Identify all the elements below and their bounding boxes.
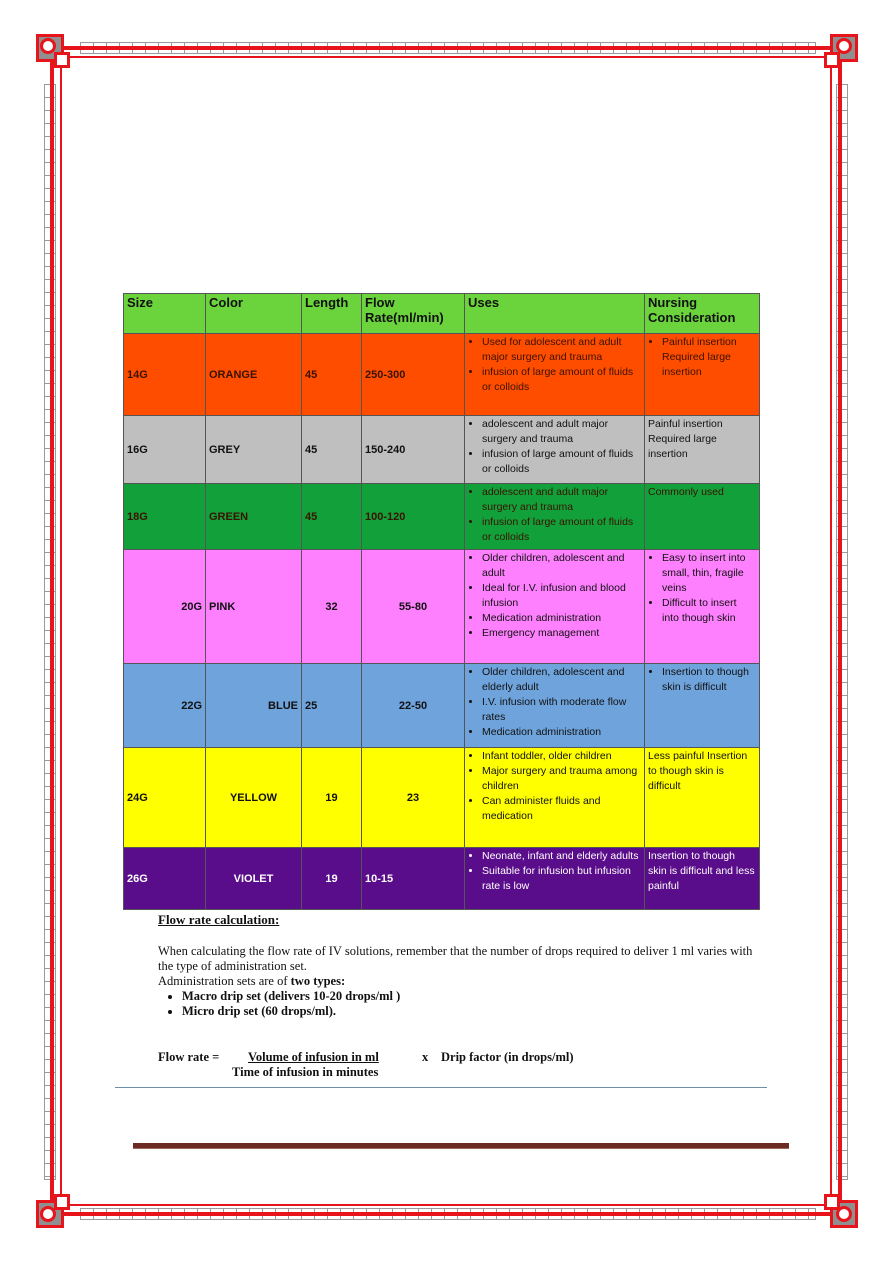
list-item: • Painful insertion Required large insertion bbox=[662, 335, 756, 380]
section-heading: Flow rate calculation: bbox=[158, 912, 280, 927]
cell-uses bbox=[465, 416, 645, 484]
list-item: • Emergency management bbox=[482, 626, 641, 641]
cell-uses bbox=[465, 748, 645, 848]
list-item: • Ideal for I.V. infusion and blood infusion bbox=[482, 581, 641, 611]
cell-color: YELLOW bbox=[206, 748, 302, 848]
cell-nursing-consideration bbox=[645, 334, 760, 416]
corner-ornament-top-right bbox=[818, 34, 858, 74]
cell-nursing-consideration bbox=[645, 416, 760, 484]
formula-drip-factor: Drip factor (in drops/ml) bbox=[441, 1050, 574, 1064]
list-item: • infusion of large amount of fluids or colloids bbox=[482, 447, 641, 477]
cell-flow-rate: 10-15 bbox=[362, 848, 465, 910]
cell-size: 16G bbox=[124, 416, 206, 484]
cell-color: PINK bbox=[206, 550, 302, 664]
cell-uses bbox=[465, 550, 645, 664]
header-size: Size bbox=[124, 294, 206, 334]
table-row bbox=[124, 484, 760, 550]
list-item: • adolescent and adult major surgery and trauma bbox=[482, 417, 641, 447]
cell-flow-rate: 23 bbox=[362, 748, 465, 848]
cell-nursing-consideration bbox=[645, 550, 760, 664]
table-row bbox=[124, 416, 760, 484]
cell-nursing-consideration bbox=[645, 848, 760, 910]
nursing-text: Commonly used bbox=[648, 486, 724, 498]
cell-nursing-consideration bbox=[645, 664, 760, 748]
cell-length: 45 bbox=[302, 416, 362, 484]
table-row bbox=[124, 848, 760, 910]
header-uses: Uses bbox=[465, 294, 645, 334]
nursing-text: Insertion to though skin is difficult and less painful bbox=[648, 850, 755, 892]
list-item: • infusion of large amount of fluids or colloids bbox=[482, 365, 641, 395]
cell-length: 32 bbox=[302, 550, 362, 664]
list-item: • Can administer fluids and medication bbox=[482, 794, 641, 824]
nursing-text: Less painful Insertion to though skin is difficult bbox=[648, 750, 748, 792]
corner-ornament-bottom-right bbox=[818, 1188, 858, 1228]
list-item: • Medication administration bbox=[482, 725, 641, 740]
admin-sets-bold: two types: bbox=[290, 974, 346, 988]
list-item: • Older children, adolescent and elderly adult bbox=[482, 665, 641, 695]
cell-color: ORANGE bbox=[206, 334, 302, 416]
divider-thin bbox=[115, 1087, 767, 1088]
list-item: • Difficult to insert into though skin bbox=[662, 596, 756, 626]
formula-numerator: Volume of infusion in ml bbox=[248, 1050, 379, 1064]
cell-size: 26G bbox=[124, 848, 206, 910]
nursing-list bbox=[648, 551, 756, 626]
formula-label: Flow rate = bbox=[158, 1050, 220, 1064]
cell-length: 19 bbox=[302, 748, 362, 848]
header-color: Color bbox=[206, 294, 302, 334]
list-item: • Insertion to though skin is difficult bbox=[662, 665, 756, 695]
table-row bbox=[124, 334, 760, 416]
admin-set-types-list bbox=[158, 989, 758, 1019]
nursing-list bbox=[648, 335, 756, 380]
corner-ornament-top-left bbox=[36, 34, 76, 74]
list-item: • Easy to insert into small, thin, fragile veins bbox=[662, 551, 756, 596]
list-item: • Used for adolescent and adult major surgery and trauma bbox=[482, 335, 641, 365]
corner-ornament-bottom-left bbox=[36, 1188, 76, 1228]
cell-flow-rate: 100-120 bbox=[362, 484, 465, 550]
header-flow-rate: Flow Rate(ml/min) bbox=[362, 294, 465, 334]
uses-list bbox=[468, 849, 641, 894]
list-item: • Suitable for infusion but infusion rate is low bbox=[482, 864, 641, 894]
cell-size: 18G bbox=[124, 484, 206, 550]
admin-sets-paragraph bbox=[158, 974, 758, 989]
cell-flow-rate: 55-80 bbox=[362, 550, 465, 664]
list-item: • Infant toddler, older children bbox=[482, 749, 641, 764]
table-header-row bbox=[124, 294, 760, 334]
list-item: • Major surgery and trauma among children bbox=[482, 764, 641, 794]
list-item: • Micro drip set (60 drops/ml). bbox=[182, 1004, 758, 1019]
cell-length: 45 bbox=[302, 484, 362, 550]
cell-flow-rate: 250-300 bbox=[362, 334, 465, 416]
header-length: Length bbox=[302, 294, 362, 334]
cell-color: GREEN bbox=[206, 484, 302, 550]
footer-rule bbox=[133, 1143, 789, 1149]
nursing-text: Painful insertion Required large insertion bbox=[648, 418, 723, 460]
uses-list bbox=[468, 417, 641, 477]
cell-size: 14G bbox=[124, 334, 206, 416]
formula-denominator: Time of infusion in minutes bbox=[232, 1065, 379, 1079]
cell-nursing-consideration bbox=[645, 484, 760, 550]
cell-uses bbox=[465, 848, 645, 910]
explanation-paragraph: When calculating the flow rate of IV solutions, remember that the number of drops required to deliver 1 ml varies with the type of administration set. bbox=[158, 944, 753, 973]
cell-color: BLUE bbox=[206, 664, 302, 748]
uses-list bbox=[468, 485, 641, 545]
cell-length: 19 bbox=[302, 848, 362, 910]
list-item: • adolescent and adult major surgery and trauma bbox=[482, 485, 641, 515]
cell-uses bbox=[465, 334, 645, 416]
list-item: • Neonate, infant and elderly adults bbox=[482, 849, 641, 864]
header-nursing-consideration: Nursing Consideration bbox=[645, 294, 760, 334]
admin-sets-text: Administration sets are of bbox=[158, 974, 291, 988]
cell-flow-rate: 150-240 bbox=[362, 416, 465, 484]
cell-size: 22G bbox=[124, 664, 206, 748]
cell-length: 45 bbox=[302, 334, 362, 416]
flow-rate-section bbox=[158, 912, 758, 1019]
cell-size: 20G bbox=[124, 550, 206, 664]
cell-size: 24G bbox=[124, 748, 206, 848]
cell-uses bbox=[465, 664, 645, 748]
list-item: • Macro drip set (delivers 10-20 drops/ml ) bbox=[182, 989, 758, 1004]
cell-color: GREY bbox=[206, 416, 302, 484]
cell-flow-rate: 22-50 bbox=[362, 664, 465, 748]
uses-list bbox=[468, 335, 641, 395]
uses-list bbox=[468, 551, 641, 641]
cell-color: VIOLET bbox=[206, 848, 302, 910]
table-row bbox=[124, 664, 760, 748]
table-row bbox=[124, 550, 760, 664]
list-item: • I.V. infusion with moderate flow rates bbox=[482, 695, 641, 725]
uses-list bbox=[468, 749, 641, 824]
flow-rate-formula bbox=[158, 1050, 758, 1079]
iv-cannula-table bbox=[123, 293, 760, 910]
formula-times: x bbox=[422, 1050, 429, 1064]
cell-uses bbox=[465, 484, 645, 550]
list-item: • Medication administration bbox=[482, 611, 641, 626]
table-row bbox=[124, 748, 760, 848]
uses-list bbox=[468, 665, 641, 740]
list-item: • infusion of large amount of fluids or colloids bbox=[482, 515, 641, 545]
cell-length: 25 bbox=[302, 664, 362, 748]
list-item: • Older children, adolescent and adult bbox=[482, 551, 641, 581]
cell-nursing-consideration bbox=[645, 748, 760, 848]
nursing-list bbox=[648, 665, 756, 695]
